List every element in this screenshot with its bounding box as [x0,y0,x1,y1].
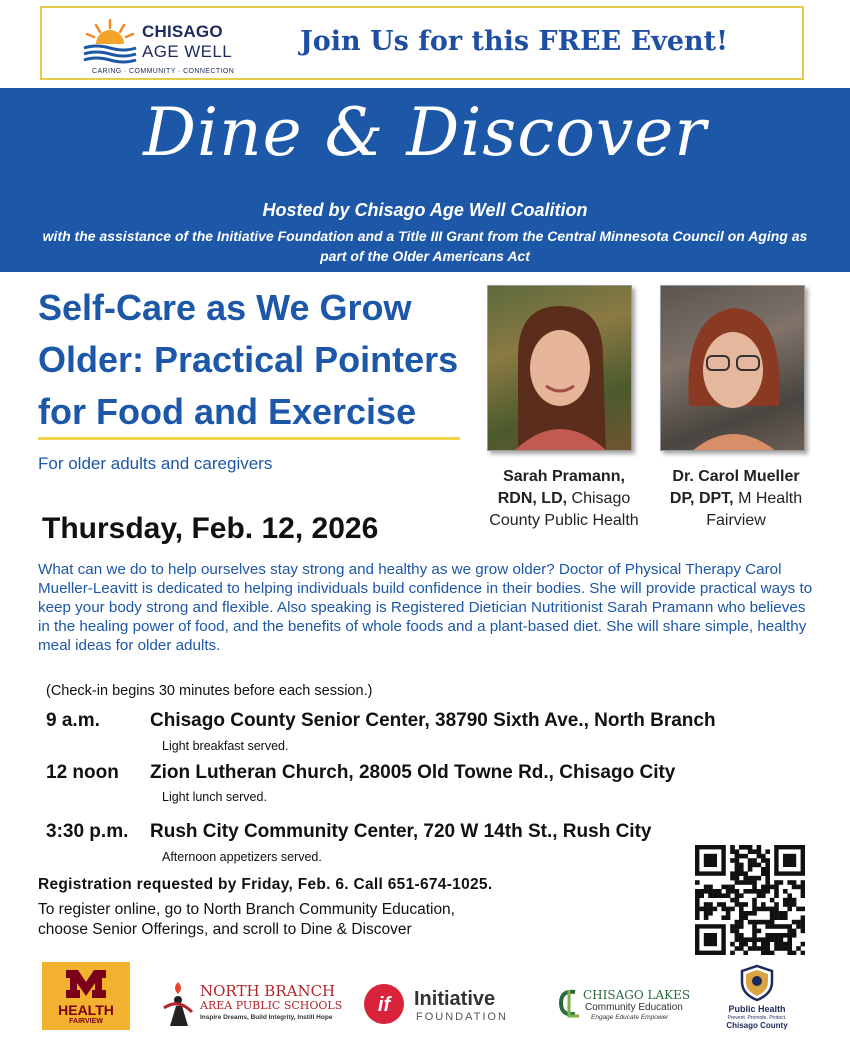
session-time: 3:30 p.m. [46,821,129,842]
free-event-heading: Join Us for this FREE Event! [300,26,728,57]
speaker-credentials: DP, DPT, [669,490,734,507]
sponsor-line: AREA PUBLIC SCHOOLS [200,999,343,1012]
sponsor-line: Community Education [585,1002,683,1013]
speaker-caption-pramann [478,466,650,532]
top-banner [40,6,804,80]
speaker-credentials: RDN, LD, [497,490,568,507]
sponsor-line: Inspire Dreams, Build Integrity, Instill Hope [200,1014,333,1021]
portrait-icon [488,286,632,451]
chisago-age-well-logo [82,14,252,78]
headline-line: for Food and Exercise [38,391,417,432]
speaker-affiliation: Fairview [706,512,766,529]
sponsor-line: Public Health [728,1004,786,1014]
speaker-caption-mueller [650,466,822,532]
svg-text:if: if [377,994,391,1016]
sponsor-line: Engage Educate Empower [591,1014,669,1021]
sponsor-line: Chisago County [726,1021,788,1030]
speaker-photo-mueller [660,285,805,451]
checkin-note: (Check-in begins 30 minutes before each session.) [46,683,373,699]
hosted-by: Hosted by Chisago Age Well Coalition [262,200,588,220]
headline-divider [38,437,460,440]
initiative-foundation-logo [362,982,532,1026]
logo-tagline: CARING · COMMUNITY · CONNECTION [92,68,235,75]
topic-headline [38,282,488,438]
speaker-name: Sarah Pramann, [503,468,625,485]
assistance-note: with the assistance of the Initiative Foundation and a Title III Grant from the Central Minnesota Council on Aging as part of the Older Americans Act [42,228,808,264]
audience-text: For older adults and caregivers [38,454,273,473]
session-note: Light breakfast served. [162,739,289,753]
registration-line: choose Senior Offerings, and scroll to Dine & Discover [38,921,412,938]
registration-line: To register online, go to North Branch Community Education, [38,901,455,918]
cl-monogram-icon [555,986,581,1020]
session-time: 9 a.m. [46,710,100,731]
north-branch-schools-logo [160,978,343,1028]
session-time: 12 noon [46,762,119,783]
portrait-icon [661,286,805,451]
event-description: What can we do to help ourselves stay strong and healthy as we grow older? Doctor of Physical Therapy Carol Mueller-Leavitt is dedicated to helping individuals build confidence in their bodies. She will provide practical ways to keep your body strong and flexible. Also speaking is Registered Dietician Nutritionist Sarah Pramann who believes in the healing power of food, and the benefits of whole foods and a plant-based diet. She will share simple, healthy meal ideas for older adults. [38,561,813,654]
speaker-affiliation: M Health [738,490,803,507]
sponsor-line: FAIRVIEW [69,1018,103,1025]
sun-waves-icon [82,16,138,64]
speaker-photo-pramann [487,285,632,451]
public-health-chisago-logo [722,964,792,1030]
session-location: Chisago County Senior Center, 38790 Sixth Ave., North Branch [150,710,716,731]
speaker-affiliation: Chisago [571,490,631,507]
headline-line: Self-Care as We Grow [38,287,412,328]
torch-figure-icon [160,978,196,1026]
shield-icon [739,964,775,1002]
session-note: Afternoon appetizers served. [162,850,322,864]
mhealth-fairview-logo [42,962,130,1030]
event-title: Dine & Discover [143,94,707,171]
event-date: Thursday, Feb. 12, 2026 [42,512,379,545]
session-note: Light lunch served. [162,790,267,804]
sponsor-line: CHISAGO LAKES [583,988,691,1002]
session-location: Rush City Community Center, 720 W 14th St., Rush City [150,821,652,842]
registration-deadline: Registration requested by Friday, Feb. 6. Call 651-674-1025. [38,876,493,893]
registration-online [38,900,558,940]
sponsor-line: Initiative [414,988,496,1010]
session-location: Zion Lutheran Church, 28005 Old Towne Rd., Chisago City [150,762,676,783]
headline-line: Older: Practical Pointers [38,339,459,380]
sponsor-line: FOUNDATION [416,1011,508,1023]
logo-name-line2: AGE WELL [142,42,233,61]
sponsor-line: Prevent. Promote. Protect. [727,1015,787,1021]
sponsor-line: NORTH BRANCH [200,982,336,1000]
if-circle-icon [362,982,406,1026]
qr-code-icon[interactable] [695,845,805,955]
block-m-icon [64,968,108,1000]
logo-name-line1: CHISAGO [142,22,223,41]
speaker-name: Dr. Carol Mueller [672,468,800,485]
sponsor-line: HEALTH [58,1002,114,1018]
chisago-lakes-community-ed-logo [555,984,705,1024]
speaker-affiliation: County Public Health [489,512,639,529]
